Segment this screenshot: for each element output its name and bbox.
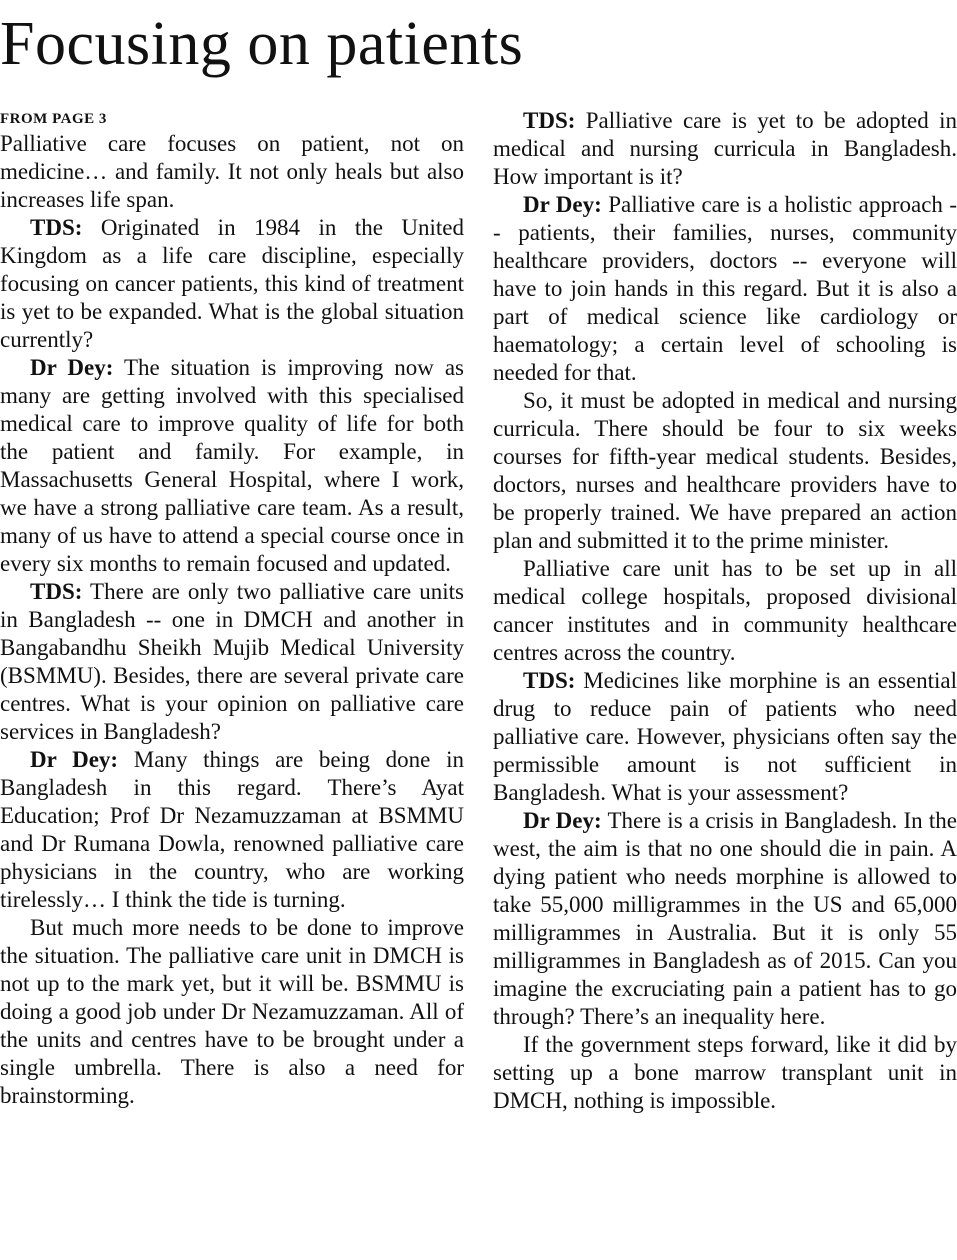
paragraph-text: There are only two palliative care units in Bangladesh -- one in DMCH and another in Bangabandhu Sheikh Mujib Medical University (BSMMU). Besides, there are several private care centres. What is your opinion on palliative care services in Bangladesh? [0,579,464,744]
speaker-label: TDS: [30,579,83,604]
speaker-label: Dr Dey: [30,355,114,380]
paragraph [493,807,957,1031]
paragraph [493,387,957,555]
paragraph [493,555,957,667]
speaker-label: Dr Dey: [30,747,119,772]
paragraph [493,1031,957,1115]
speaker-label: TDS: [30,215,83,240]
paragraph-text: Palliative care unit has to be set up in all medical college hospitals, proposed divisional cancer institutes and in community healthcare centres across the country. [493,556,957,665]
paragraph-text: There is a crisis in Bangladesh. In the west, the aim is that no one should die in pain. A dying patient who needs morphine is allowed to take 55,000 milligrammes in the US and 65,000 milligrammes in Australia. But it is only 55 milligrammes in Bangladesh as of 2015. Can you imagine the excruciating pain a patient has to go through? There’s an inequality here. [493,808,957,1029]
headline: Focusing on patients [0,10,524,78]
left-column [0,108,464,1110]
right-column-body [493,107,957,1115]
paragraph-text: Medicines like morphine is an essential drug to reduce pain of patients who need palliative care. However, physicians often say the permissible amount is not sufficient in Bangladesh. What is your assessment? [493,668,957,805]
paragraph-text: So, it must be adopted in medical and nursing curricula. There should be four to six weeks courses for fifth-year medical students. Besides, doctors, nurses and healthcare providers have to be properly trained. We have prepared an action plan and submitted it to the prime minister. [493,388,957,553]
speaker-label: TDS: [523,108,576,133]
speaker-label: Dr Dey: [523,808,602,833]
paragraph-text: Palliative care is yet to be adopted in medical and nursing curricula in Bangladesh. How important is it? [493,108,957,189]
paragraph-text: But much more needs to be done to improve the situation. The palliative care unit in DMCH is not up to the mark yet, but it will be. BSMMU is doing a good job under Dr Nezamuzzaman. All of the units and centres have to be brought under a single umbrella. There is also a need for brainstorming. [0,915,464,1108]
speaker-label: TDS: [523,668,576,693]
paragraph-text: If the government steps forward, like it did by setting up a bone marrow transplant unit in DMCH, nothing is impossible. [493,1032,957,1113]
paragraph-text: Many things are being done in Bangladesh in this regard. There’s Ayat Education; Prof Dr Nezamuzzaman at BSMMU and Dr Rumana Dowla, renowned palliative care physicians in the country, who are working tirelessly… I think the tide is turning. [0,747,464,912]
paragraph [0,746,464,914]
paragraph [0,578,464,746]
paragraph [493,667,957,807]
jump-line: FROM PAGE 3 [0,111,107,127]
paragraph-text: Palliative care focuses on patient, not on medicine… and family. It not only heals but also increases life span. [0,131,464,212]
paragraph [0,354,464,578]
paragraph-text: Palliative care is a holistic approach -- patients, their families, nurses, community healthcare providers, doctors -- everyone will have to join hands in this regard. But it is also a part of medical science like cardiology or haematology; a certain level of schooling is needed for that. [493,192,957,385]
paragraph-text: The situation is improving now as many are getting involved with this specialised medical care to improve quality of life for both the patient and family. For example, in Massachusetts General Hospital, where I work, we have a strong palliative care team. As a result, many of us have to attend a special course once in every six months to remain focused and updated. [0,355,464,576]
paragraph [493,191,957,387]
speaker-label: Dr Dey: [523,192,602,217]
paragraph [0,214,464,354]
paragraph [0,914,464,1110]
right-column [493,107,957,1115]
paragraph [493,107,957,191]
left-column-body [0,130,464,1110]
paragraph-text: Originated in 1984 in the United Kingdom as a life care discipline, especially focusing on cancer patients, this kind of treatment is yet to be expanded. What is the global situation currently? [0,215,464,352]
paragraph [0,130,464,214]
